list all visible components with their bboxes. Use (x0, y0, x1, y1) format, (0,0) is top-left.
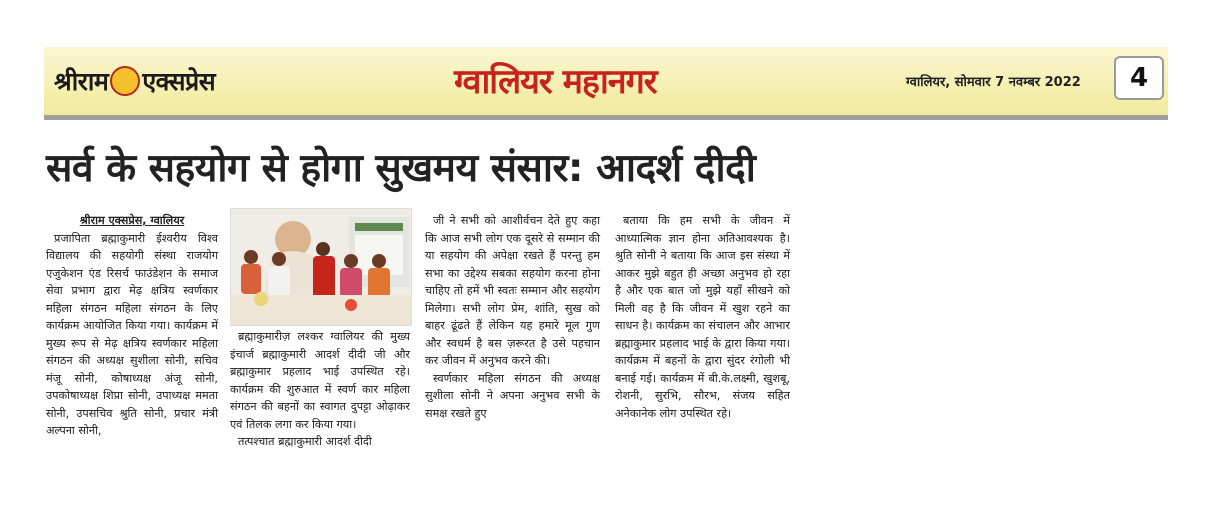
paragraph: तत्पश्चात ब्रह्माकुमारी आदर्श दीदी (238, 435, 372, 448)
event-photo (230, 208, 412, 326)
paragraph: बताया कि हम सभी के जीवन में आध्यात्मिक ज्ञान होना अतिआवश्यक है। श्रुति सोनी ने बताया कि आज इस संस्था में आकर मुझे बहुत ही अच्छा अनुभव हो रहा है और एक बात जो मुझे यहाँ सीखने को मिली वह है कि जीवन में खुश रहने का साधन है। कार्यक्रम का संचालन और आभार ब्रह्माकुमार प्रहलाद भाई के द्वारा किया गया। कार्यक्रम में बहनों के द्वारा सुंदर रंगोली भी बनाई गई। कार्यक्रम में बी.के.लक्ष्मी, खुशबू, रोशनी, सुरभि, सौरभ, संजय सहित अनेकानेक लोग उपस्थित रहे। (615, 214, 790, 420)
page-number: 4 (1114, 56, 1164, 100)
paragraph: स्वर्णकार महिला संगठन की अध्यक्ष सुशीला सोनी ने अपना अनुभव सभी के समक्ष रखते हुए (425, 371, 600, 420)
article-headline: सर्व के सहयोग से होगा सुखमय संसार: आदर्श दीदी (46, 146, 756, 191)
om-emblem-icon (110, 66, 140, 96)
article-column-4 (615, 212, 790, 422)
brand-name-right: एक्सप्रेस (142, 67, 216, 96)
paragraph: प्रजापिता ब्रह्माकुमारी ईश्वरीय विश्व विद्यालय की सहयोगी संस्था राजयोग एजुकेशन एंड रिसर्च फाउंडेशन के समाज सेवा प्रभाग द्वारा मेढ़ क्षत्रिय स्वर्णकार महिला संगठन महिला संगठन के लिए कार्यक्रम आयोजित किया गया। कार्यक्रम में मुख्य रूप से मेढ़ क्षत्रिय स्वर्णकार महिला संगठन की अध्यक्ष सुशीला सोनी, सचिव मंजू सोनी, कोषाध्यक्ष अंजू सोनी, उपकोषाध्यक्ष शिप्रा सोनी, उपाध्यक्ष ममता सोनी, उपसचिव श्रुति सोनी, प्रचार मंत्री अल्पना सोनी, (46, 231, 218, 437)
brand-name-left: श्रीराम (54, 67, 109, 96)
byline: श्रीराम एक्सप्रेस, ग्वालियर (79, 214, 185, 227)
paragraph: ब्रह्माकुमारीज़ लश्कर ग्वालियर की मुख्य इंचार्ज ब्रह्माकुमारी आदर्श दीदी जी और ब्रह्माकुमार प्रहलाद भाई उपस्थित रहे। कार्यक्रम की शुरुआत में स्वर्ण कार महिला संगठन की बहनों का स्वागत दुपट्टा ओढ़ाकर एवं तिलक लगा कर किया गया। (230, 330, 410, 431)
event-photo-image (231, 209, 411, 325)
article-column-3 (425, 212, 600, 422)
article-column-2 (230, 328, 410, 451)
section-title: ग्वालियर महानगर (454, 62, 657, 102)
article-column-1 (46, 212, 218, 440)
paragraph: जी ने सभी को आशीर्वचन देते हुए कहा कि आज सभी लोग एक दूसरे से सम्मान की या सहयोग की अपेक्षा रखते हैं परन्तु हम सभा का उद्देश्य सबका सहयोग करना होना चाहिए तो हमें भी स्वतः सम्मान और सहयोग मिलेगा। सभी लोग प्रेम, शांति, सुख को बाहर ढूंढते हैं लेकिन यह हमारे मूल गुण और स्वधर्म है बस ज़रूरत है उसे पहचान कर जीवन में अनुभव करने की। (425, 214, 600, 367)
dateline: ग्वालियर, सोमवार 7 नवम्बर 2022 (906, 75, 1081, 90)
newspaper-logo (54, 64, 215, 99)
masthead (44, 47, 1168, 120)
